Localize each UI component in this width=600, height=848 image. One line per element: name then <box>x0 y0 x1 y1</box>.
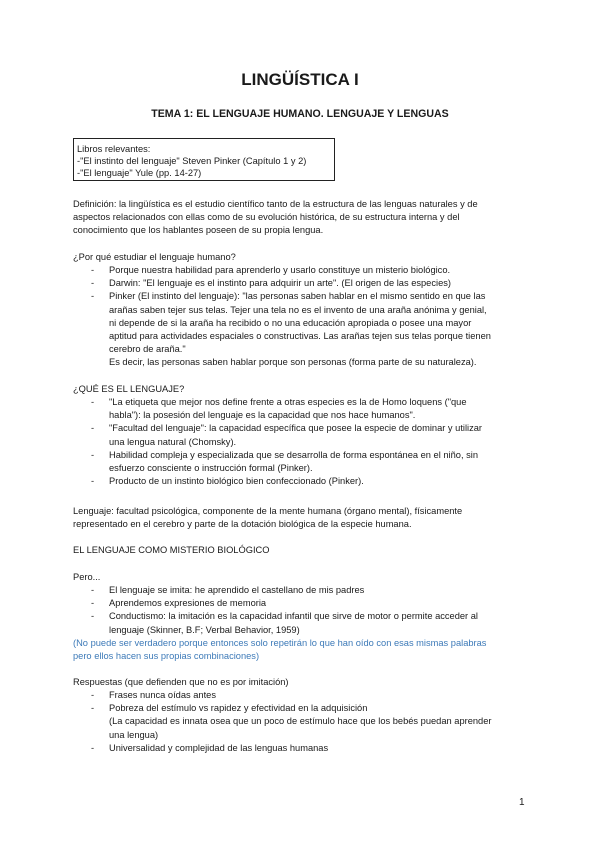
text-line: una lengua natural (Chomsky). <box>109 436 237 447</box>
text-line: (La capacidad es innata osea que un poco de estímulo hace que los bebés puedan aprender <box>109 716 492 727</box>
text-line: (No puede ser verdadero porque entonces solo repetirán lo que han oído con esas mismas palabras <box>73 638 487 648</box>
bullet-dash: - <box>91 449 95 460</box>
bullet-dash: - <box>91 278 95 289</box>
definition-paragraph <box>73 198 533 238</box>
bullet-dash: - <box>91 703 95 714</box>
text-line: Habilidad compleja y especializada que se desarrolla de forma espontánea en el niño, sin <box>109 449 479 460</box>
book-item: -"El instinto del lenguaje" Steven Pinker (Capítulo 1 y 2) <box>77 156 307 166</box>
text-line: aptitud para actividades espaciales o constructivas. Las arañas tejen sus telas porque tienen <box>109 331 491 342</box>
list-item <box>91 264 531 277</box>
list-item <box>91 742 531 755</box>
text-line: Conductismo: la imitación es la capacidad infantil que sirve de motor o permite acceder al <box>109 611 478 622</box>
respuestas-heading: Respuestas (que defienden que no es por imitación) <box>73 677 289 687</box>
pero-heading: Pero... <box>73 572 101 582</box>
list-item <box>91 475 531 488</box>
text-line: Darwin: "El lenguaje es el instinto para adquirir un arte". (El origen de las especies) <box>109 278 451 289</box>
bullet-dash: - <box>91 291 95 302</box>
text-line: Universalidad y complejidad de las lenguas humanas <box>109 742 329 753</box>
bullet-dash: - <box>91 598 95 609</box>
text-line: aspectos relacionados con ellas como de su evolución histórica, de su estructura interna y del <box>73 212 460 223</box>
what-heading: ¿QUÉ ES EL LENGUAJE? <box>73 384 185 394</box>
text-line: ni depende de si la araña ha recibido o no una educación apropiada o posee una mayor <box>109 317 472 328</box>
bullet-dash: - <box>91 423 95 434</box>
relevant-books-box <box>73 138 335 181</box>
text-line: cerebro de araña." <box>109 344 186 355</box>
text-line: representado en el cerebro y parte de la dotación biológica de la especie humana. <box>73 519 412 530</box>
text-line: El lenguaje se imita: he aprendido el castellano de mis padres <box>109 585 365 595</box>
text-line: Aprendemos expresiones de memoria <box>109 598 267 609</box>
text-line: Producto de un instinto biológico bien confeccionado (Pinker). <box>109 476 364 487</box>
why-heading: ¿Por qué estudiar el lenguaje humano? <box>73 252 236 262</box>
list-item <box>91 449 531 475</box>
list-item <box>91 610 531 636</box>
misterio-heading: EL LENGUAJE COMO MISTERIO BIOLÓGICO <box>73 545 270 555</box>
list-item <box>91 422 531 448</box>
document-subtitle: TEMA 1: EL LENGUAJE HUMANO. LENGUAJE Y LENGUAS <box>151 108 449 120</box>
text-line: Es decir, las personas saben hablar porque son personas (forma parte de su naturaleza). <box>109 357 477 368</box>
book-item: -"El lenguaje" Yule (pp. 14-27) <box>77 168 202 178</box>
list-item <box>91 597 531 610</box>
bullet-dash: - <box>91 611 95 622</box>
text-line: "La etiqueta que mejor nos define frente a otras especies es la de Homo loquens ("que <box>109 397 467 407</box>
why-list <box>91 264 531 370</box>
text-line: Lenguaje: facultad psicológica, componente de la mente humana (órgano mental), físicamente <box>73 506 463 516</box>
list-item <box>91 689 531 702</box>
text-line: arañas saben tejer sus telas. Tejer una tela no es el invento de una araña anónima y genial, <box>109 304 487 315</box>
text-line: Pobreza del estímulo vs rapidez y efectividad en la adquisición <box>109 703 368 714</box>
respuestas-list <box>91 689 531 755</box>
text-line: Frases nunca oídas antes <box>109 690 216 700</box>
list-item <box>91 290 531 369</box>
text-line: esfuerzo consciente o instrucción formal (Pinker). <box>109 463 313 474</box>
page-number: 1 <box>519 797 525 808</box>
list-item <box>91 396 531 422</box>
books-heading: Libros relevantes: <box>77 144 151 154</box>
pero-note <box>73 637 533 663</box>
text-line: lenguaje (Skinner, B.F; Verbal Behavior, 1959) <box>109 624 300 635</box>
bullet-dash: - <box>91 585 95 595</box>
text-line: una lengua) <box>109 729 159 740</box>
text-line: Porque nuestra habilidad para aprenderlo y usarlo constituye un misterio biológico. <box>109 265 451 275</box>
text-line: habla"): la posesión del lenguaje es la capacidad que nos hace humanos". <box>109 410 416 421</box>
bullet-dash: - <box>91 397 95 407</box>
list-item <box>91 277 531 290</box>
list-item <box>91 584 531 597</box>
bullet-dash: - <box>91 476 95 487</box>
list-item <box>91 702 531 742</box>
text-line: "Facultad del lenguaje": la capacidad específica que posee la especie de dominar y utilizar <box>109 423 483 434</box>
bullet-dash: - <box>91 742 95 753</box>
pero-list <box>91 584 531 637</box>
lenguaje-paragraph <box>73 505 533 531</box>
text-line: pero ellos hacen sus propias combinaciones) <box>73 651 260 662</box>
bullet-dash: - <box>91 265 95 275</box>
text-line: Definición: la lingüística es el estudio científico tanto de la estructura de las lenguas naturales y de <box>73 199 478 209</box>
bullet-dash: - <box>91 690 95 700</box>
text-line: Pinker (El instinto del lenguaje): "las personas saben hablar en el mismo sentido en que las <box>109 291 486 302</box>
text-line: conocimiento que los hablantes poseen de su propia lengua. <box>73 225 324 236</box>
document-title: LINGÜÍSTICA I <box>241 70 359 89</box>
what-list <box>91 396 531 488</box>
